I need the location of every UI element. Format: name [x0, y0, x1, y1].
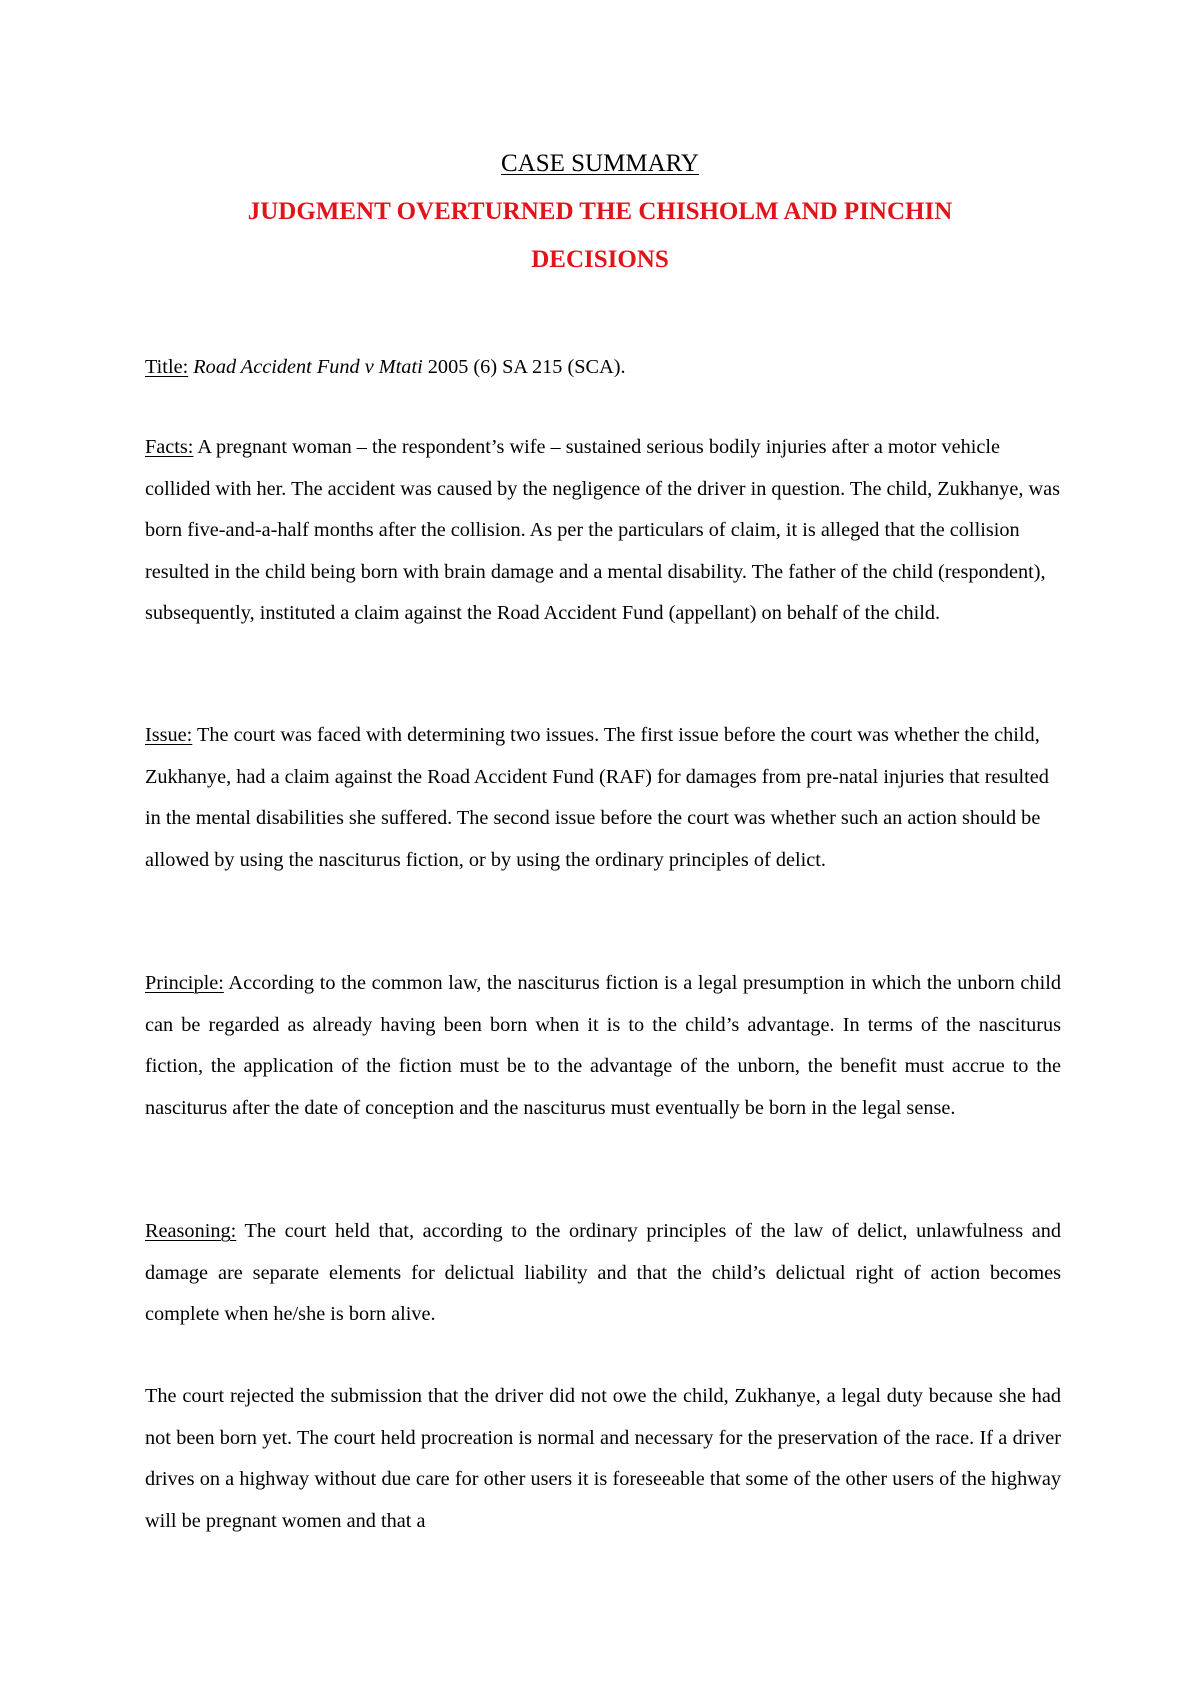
issue-paragraph — [145, 715, 1061, 881]
document-label: CASE SUMMARY — [501, 150, 699, 177]
principle-paragraph — [145, 963, 1061, 1129]
headline-line-2: DECISIONS — [531, 246, 669, 273]
facts-text: A pregnant woman – the respondent’s wife – sustained serious bodily injuries after a motor vehicle collided with her. The accident was caused by the negligence of the driver in question. The child, Zukhanye, was born five-and-a-half months after the collision. As per the particulars of claim, it is alleged that the collision resulted in the child being born with brain damage and a mental disability. The father of the child (respondent), subsequently, instituted a claim against the Road Accident Fund (appellant) on behalf of the child. — [145, 436, 1061, 625]
court-rejection-paragraph — [145, 1376, 1061, 1542]
issue-label: Issue: — [145, 724, 193, 746]
reasoning-label: Reasoning: — [145, 1220, 237, 1242]
reasoning-text: The court held that, according to the ordinary principles of the law of delict, unlawfulness and damage are separate elements for delictual liability and that the child’s delictual right of action becomes complete when he/she is born alive. — [145, 1220, 1061, 1326]
principle-text: According to the common law, the nasciturus fiction is a legal presumption in which the unborn child can be regarded as already having been born when it is to the child’s advantage. In terms of the nasciturus fiction, the application of the fiction must be to the advantage of the unborn, the benefit must accrue to the nasciturus after the date of conception and the nasciturus must eventually be born in the legal sense. — [145, 972, 1061, 1119]
facts-label: Facts: — [145, 436, 194, 458]
court-rejection-text: The court rejected the submission that the driver did not owe the child, Zukhanye, a legal duty because she had not been born yet. The court held procreation is normal and necessary for the preservation of the race. If a driver drives on a highway without due care for other users it is foreseeable that some of the other users of the highway will be pregnant women and that a — [145, 1385, 1061, 1532]
title-label: Title: — [145, 356, 189, 378]
case-citation: 2005 (6) SA 215 (SCA). — [422, 356, 626, 378]
case-name: Road Accident Fund v Mtati — [193, 356, 423, 378]
reasoning-paragraph — [145, 1211, 1061, 1336]
title-paragraph — [145, 347, 1061, 389]
headline-line-1: JUDGMENT OVERTURNED THE CHISHOLM AND PINCHIN — [247, 198, 953, 225]
facts-paragraph — [145, 427, 1061, 635]
principle-label: Principle: — [145, 972, 224, 994]
issue-text: The court was faced with determining two issues. The first issue before the court was whether the child, Zukhanye, had a claim against the Road Accident Fund (RAF) for damages from pre-natal injuries that resulted in the mental disabilities she suffered. The second issue before the court was whether such an action should be allowed by using the nasciturus fiction, or by using the ordinary principles of delict. — [145, 724, 1049, 871]
